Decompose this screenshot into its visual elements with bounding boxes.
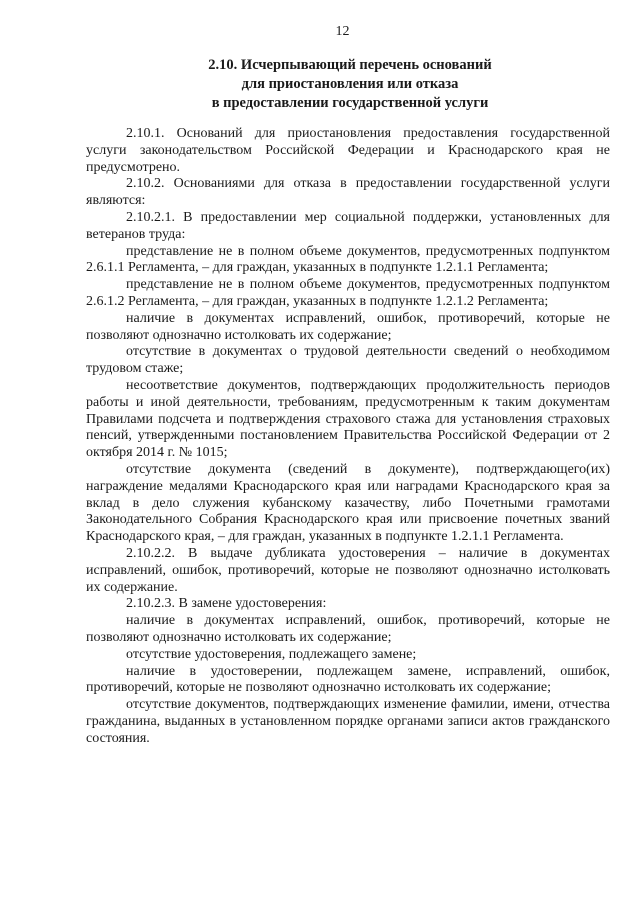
document-body (86, 126, 610, 747)
paragraph: 2.10.2.2. В выдаче дубликата удостоверения – наличие в документах исправлений, ошибок, противоречий, которые не позволяют однозначно истолковать их содержание. (86, 545, 610, 595)
paragraph: представление не в полном объеме документов, предусмотренных подпунктом 2.6.1.2 Регламента, – для граждан, указанных в подпункте 1.2.1.2 Регламента; (86, 277, 610, 309)
paragraph: 2.10.1. Оснований для приостановления предоставления государственной услуги законодательством Российской Федерации и Краснодарского края не предусмотрено. (86, 126, 610, 175)
paragraph: отсутствие документов, подтверждающих изменение фамилии, имени, отчества гражданина, выданных в установленном порядке органами записи актов гражданского состояния. (86, 697, 610, 746)
paragraph: наличие в документах исправлений, ошибок, противоречий, которые не позволяют однозначно истолковать их содержание; (86, 310, 610, 343)
paragraph: наличие в удостоверении, подлежащем замене, исправлений, ошибок, противоречий, которые не позволяют однозначно истолковать их содержание; (86, 663, 610, 696)
paragraph: 2.10.2.1. В предоставлении мер социальной поддержки, установленных для ветеранов труда: (86, 209, 610, 242)
paragraph: 2.10.2.3. В замене удостоверения: (126, 596, 327, 612)
paragraph: наличие в документах исправлений, ошибок, противоречий, которые не позволяют однозначно истолковать их содержание; (86, 613, 610, 645)
paragraph: отсутствие документа (сведений в документе), подтверждающего(их) награждение медалями Краснодарского края или наградами Краснодарского края за вклад в дело служения кубанскому казачеству, либо Почетными грамотами Законодательного Собрания Краснодарского края или присвоение почетных званий Краснодарского края, – для граждан, указанных в подпункте 1.2.1.1 Регламента. (86, 461, 610, 545)
heading-line-1: 2.10. Исчерпывающий перечень оснований (208, 57, 492, 73)
paragraph: представление не в полном объеме документов, предусмотренных подпунктом 2.6.1.1 Регламента, – для граждан, указанных в подпункте 1.2.1.1 Регламента; (86, 243, 610, 276)
paragraph: несоответствие документов, подтверждающих продолжительность периодов работы и иной деятельности, требованиям, предусмотренным к таким документам Правилами подсчета и подтверждения страхового стажа для установления страховых пенсий, утвержденными постановлением Правительства Российской Федерации от 2 октября 2014 г. № 1015; (86, 377, 610, 461)
heading-line-3: в предоставлении государственной услуги (211, 95, 489, 111)
section-heading (90, 56, 610, 113)
paragraph: отсутствие в документах о трудовой деятельности сведений о необходимом трудовом стаже; (86, 344, 610, 377)
paragraph: 2.10.2. Основаниями для отказа в предоставлении государственной услуги являются: (86, 176, 610, 209)
heading-line-2: для приостановления или отказа (241, 76, 459, 92)
paragraph: отсутствие удостоверения, подлежащего замене; (126, 646, 417, 662)
page-number: 12 (335, 24, 350, 39)
